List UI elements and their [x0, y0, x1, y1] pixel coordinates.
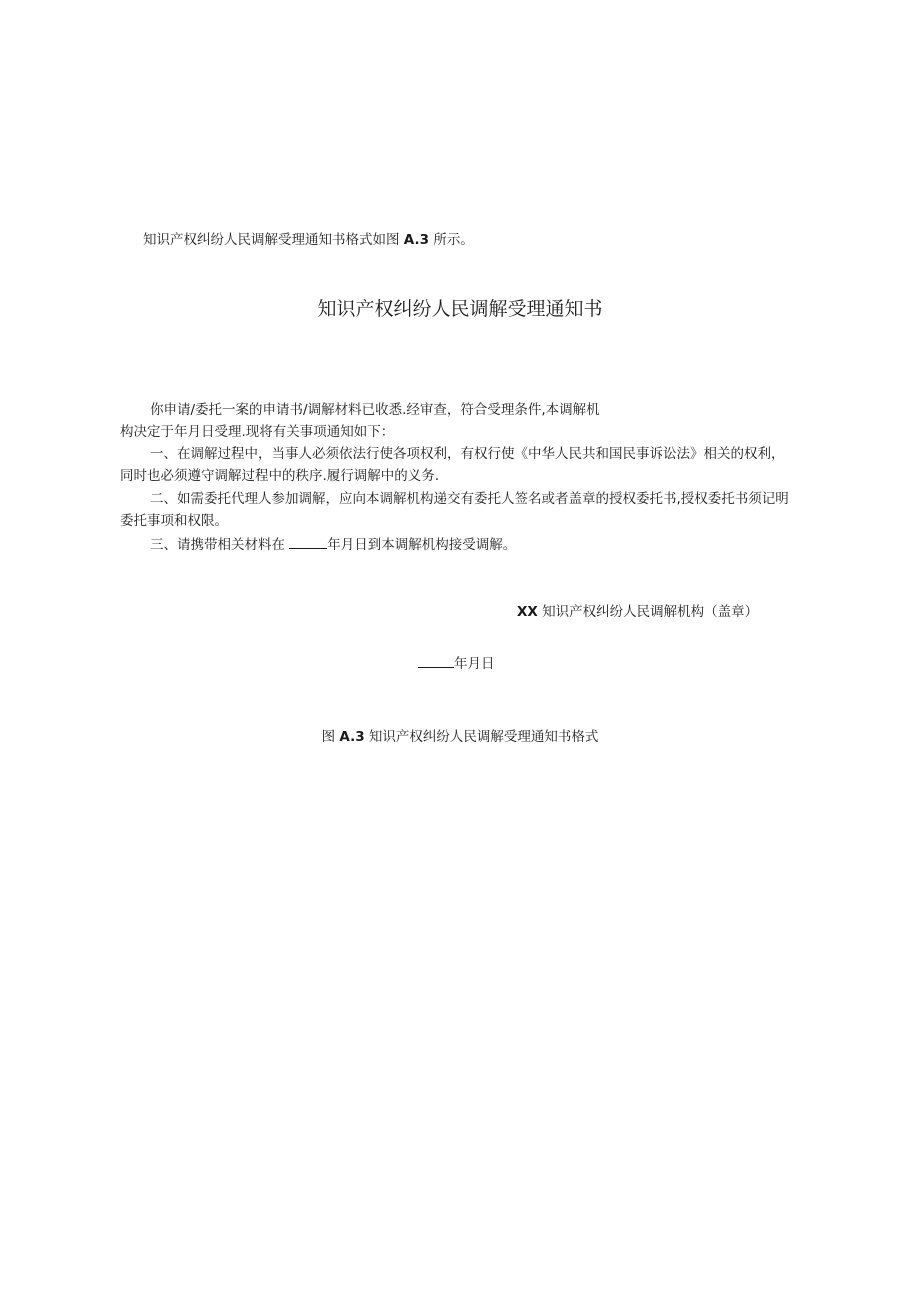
intro-sentence [143, 231, 474, 249]
paragraph-1-line-2: 构决定于年月日受理.现将有关事项通知如下： [120, 424, 395, 440]
date-text: 年月日 [454, 656, 495, 672]
caption-figure-ref: A.3 [339, 729, 365, 745]
intro-text: 知识产权纠纷人民调解受理通知书格式如图 [143, 232, 404, 248]
paragraph-1-line-1: 你申请/委托一案的申请书/调解材料已收悉.经审查，符合受理条件,本调解机 [150, 402, 600, 418]
item-1-line-1: 一、在调解过程中，当事人必须依法行使各项权利，有权行使《中华人民共和国民事诉讼法》相关的权利， [150, 446, 785, 462]
item-3-text: 三、请携带相关材料在 [150, 537, 290, 553]
intro-figure-ref: A.3 [403, 232, 430, 248]
organization-prefix: XX [517, 604, 538, 620]
figure-caption [0, 728, 920, 746]
item-2-line-2: 委托事项和权限。 [120, 513, 228, 529]
organization-name: 知识产权纠纷人民调解机构（盖章） [537, 604, 759, 620]
item-2-line-1: 二、如需委托代理人参加调解，应向本调解机构递交有委托人签名或者盖章的授权委托书,授权委托书须记明 [150, 491, 789, 507]
caption-text: 知识产权纠纷人民调解受理通知书格式 [364, 729, 599, 745]
issuing-organization [517, 603, 758, 621]
item-3-text-end: 年月日到本调解机构接受调解。 [327, 537, 517, 553]
year-blank-underline [289, 535, 327, 549]
date-blank-underline [418, 654, 454, 668]
issue-date [418, 654, 495, 673]
caption-label: 图 [321, 729, 340, 745]
intro-text-end: 所示。 [429, 232, 474, 248]
item-3 [150, 535, 516, 554]
item-1-line-2: 同时也必须遵守调解过程中的秩序.履行调解中的义务. [120, 468, 440, 484]
document-title: 知识产权纠纷人民调解受理通知书 [317, 298, 603, 320]
